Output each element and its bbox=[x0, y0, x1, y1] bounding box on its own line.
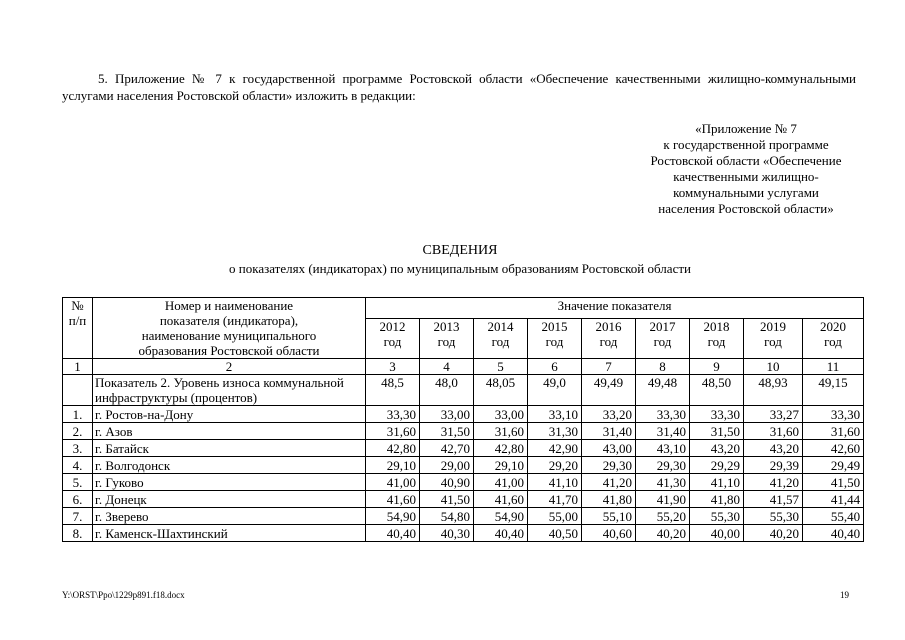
indicator-cell: 55,20 bbox=[636, 508, 690, 525]
indicator-cell: 29,10 bbox=[474, 457, 528, 474]
indicator-cell: 43,20 bbox=[690, 440, 744, 457]
indicator-cell: 41,70 bbox=[528, 491, 582, 508]
indicator-cell: 41,60 bbox=[366, 491, 420, 508]
indicator-cell: 41,20 bbox=[744, 474, 803, 491]
table-row bbox=[63, 440, 864, 457]
indicator-cell: 41,50 bbox=[420, 491, 474, 508]
indicator-cell: 55,00 bbox=[528, 508, 582, 525]
row-number: 8. bbox=[63, 525, 93, 542]
header-year: 2015 год bbox=[528, 318, 582, 358]
indicator-cell: 41,60 bbox=[474, 491, 528, 508]
indicator-cell: 43,00 bbox=[582, 440, 636, 457]
header-year: 2019 год bbox=[744, 318, 803, 358]
intro-paragraph: 5. Приложение № 7 к государственной программе Ростовской области «Обеспечение качественными жилищно-коммунальными услугами населения Ростовской области» изложить в редакции: bbox=[62, 71, 856, 103]
indicator-cell: 33,27 bbox=[744, 406, 803, 423]
indicators-table bbox=[62, 297, 864, 542]
indicator-cell: 54,80 bbox=[420, 508, 474, 525]
indicator-cell: 33,30 bbox=[803, 406, 864, 423]
indicator-cell: 41,30 bbox=[636, 474, 690, 491]
indicator-cell: 41,90 bbox=[636, 491, 690, 508]
column-number: 2 bbox=[93, 359, 366, 375]
indicator-cell: 33,00 bbox=[420, 406, 474, 423]
indicator-cell: 31,50 bbox=[420, 423, 474, 440]
indicator-value: 48,05 bbox=[474, 375, 528, 406]
indicator-value: 49,0 bbox=[528, 375, 582, 406]
indicator-value: 48,5 bbox=[366, 375, 420, 406]
municipality-name: г. Гуково bbox=[93, 474, 366, 491]
indicator-cell: 29,30 bbox=[582, 457, 636, 474]
indicator-cell: 41,80 bbox=[582, 491, 636, 508]
indicator-cell: 41,50 bbox=[803, 474, 864, 491]
indicator-row bbox=[63, 375, 864, 406]
appendix-line: коммунальными услугами bbox=[673, 185, 819, 200]
indicator-name: Показатель 2. Уровень износа коммунальной инфраструктуры (процентов) bbox=[93, 375, 366, 406]
indicator-cell: 42,90 bbox=[528, 440, 582, 457]
table-row bbox=[63, 406, 864, 423]
indicator-cell: 41,80 bbox=[690, 491, 744, 508]
indicator-value: 48,50 bbox=[690, 375, 744, 406]
municipality-name: г. Азов bbox=[93, 423, 366, 440]
municipality-name: г. Волгодонск bbox=[93, 457, 366, 474]
table-body bbox=[63, 298, 864, 542]
indicator-no bbox=[63, 375, 93, 406]
appendix-line: «Приложение № 7 bbox=[695, 121, 797, 136]
indicator-cell: 41,57 bbox=[744, 491, 803, 508]
indicator-cell: 40,40 bbox=[474, 525, 528, 542]
header-value-group: Значение показателя bbox=[366, 298, 864, 319]
row-number: 1. bbox=[63, 406, 93, 423]
indicator-value: 49,15 bbox=[803, 375, 864, 406]
indicator-cell: 31,60 bbox=[366, 423, 420, 440]
header-year: 2020 год bbox=[803, 318, 864, 358]
indicator-cell: 55,30 bbox=[744, 508, 803, 525]
indicator-cell: 31,50 bbox=[690, 423, 744, 440]
row-number: 7. bbox=[63, 508, 93, 525]
indicator-cell: 40,00 bbox=[690, 525, 744, 542]
indicator-value: 49,48 bbox=[636, 375, 690, 406]
indicator-cell: 42,70 bbox=[420, 440, 474, 457]
indicator-cell: 29,00 bbox=[420, 457, 474, 474]
indicator-cell: 40,60 bbox=[582, 525, 636, 542]
indicator-cell: 29,49 bbox=[803, 457, 864, 474]
indicator-cell: 40,30 bbox=[420, 525, 474, 542]
indicator-cell: 31,30 bbox=[528, 423, 582, 440]
indicator-cell: 33,30 bbox=[690, 406, 744, 423]
indicator-cell: 40,90 bbox=[420, 474, 474, 491]
indicator-cell: 55,10 bbox=[582, 508, 636, 525]
indicator-cell: 41,10 bbox=[528, 474, 582, 491]
indicator-cell: 31,60 bbox=[744, 423, 803, 440]
column-number: 10 bbox=[744, 359, 803, 375]
column-numbering-row bbox=[63, 359, 864, 375]
indicator-cell: 41,44 bbox=[803, 491, 864, 508]
column-number: 9 bbox=[690, 359, 744, 375]
indicator-cell: 31,60 bbox=[474, 423, 528, 440]
table-row bbox=[63, 457, 864, 474]
column-number: 6 bbox=[528, 359, 582, 375]
column-number: 8 bbox=[636, 359, 690, 375]
header-row-1 bbox=[63, 298, 864, 319]
indicator-cell: 29,20 bbox=[528, 457, 582, 474]
municipality-name: г. Зверево bbox=[93, 508, 366, 525]
indicator-cell: 55,30 bbox=[690, 508, 744, 525]
municipality-name: г. Донецк bbox=[93, 491, 366, 508]
row-number: 5. bbox=[63, 474, 93, 491]
document-title: СВЕДЕНИЯ bbox=[422, 243, 498, 258]
table-row bbox=[63, 491, 864, 508]
footer-page-number: 19 bbox=[840, 590, 849, 600]
appendix-line: населения Ростовской области» bbox=[658, 201, 834, 216]
indicator-cell: 31,40 bbox=[636, 423, 690, 440]
column-number: 3 bbox=[366, 359, 420, 375]
indicator-cell: 40,40 bbox=[803, 525, 864, 542]
indicator-value: 49,49 bbox=[582, 375, 636, 406]
indicator-cell: 29,30 bbox=[636, 457, 690, 474]
indicator-cell: 29,10 bbox=[366, 457, 420, 474]
column-number: 1 bbox=[63, 359, 93, 375]
row-number: 6. bbox=[63, 491, 93, 508]
indicator-cell: 31,40 bbox=[582, 423, 636, 440]
indicator-cell: 33,30 bbox=[636, 406, 690, 423]
column-number: 4 bbox=[420, 359, 474, 375]
indicator-cell: 33,30 bbox=[366, 406, 420, 423]
indicator-cell: 40,50 bbox=[528, 525, 582, 542]
table-row bbox=[63, 474, 864, 491]
header-year: 2012 год bbox=[366, 318, 420, 358]
indicator-cell: 42,80 bbox=[474, 440, 528, 457]
indicator-cell: 33,20 bbox=[582, 406, 636, 423]
column-number: 5 bbox=[474, 359, 528, 375]
header-no: № п/п bbox=[63, 298, 93, 359]
indicator-cell: 33,10 bbox=[528, 406, 582, 423]
municipality-name: г. Ростов-на-Дону bbox=[93, 406, 366, 423]
appendix-line: Ростовской области «Обеспечение bbox=[650, 153, 842, 168]
municipality-name: г. Батайск bbox=[93, 440, 366, 457]
header-year: 2018 год bbox=[690, 318, 744, 358]
indicator-cell: 29,39 bbox=[744, 457, 803, 474]
appendix-line: качественными жилищно- bbox=[673, 169, 819, 184]
indicator-cell: 40,20 bbox=[636, 525, 690, 542]
appendix-line: к государственной программе bbox=[663, 137, 829, 152]
document-subtitle: о показателях (индикаторах) по муниципальным образованиям Ростовской области bbox=[229, 261, 691, 276]
header-year: 2014 год bbox=[474, 318, 528, 358]
header-year: 2017 год bbox=[636, 318, 690, 358]
indicator-cell: 41,10 bbox=[690, 474, 744, 491]
indicator-cell: 41,00 bbox=[366, 474, 420, 491]
appendix-header bbox=[618, 121, 874, 217]
row-number: 2. bbox=[63, 423, 93, 440]
indicator-cell: 43,20 bbox=[744, 440, 803, 457]
row-number: 3. bbox=[63, 440, 93, 457]
indicator-cell: 40,20 bbox=[744, 525, 803, 542]
indicator-cell: 41,00 bbox=[474, 474, 528, 491]
column-number: 11 bbox=[803, 359, 864, 375]
indicator-cell: 55,40 bbox=[803, 508, 864, 525]
column-number: 7 bbox=[582, 359, 636, 375]
indicator-cell: 40,40 bbox=[366, 525, 420, 542]
indicator-cell: 41,20 bbox=[582, 474, 636, 491]
header-year: 2013 год bbox=[420, 318, 474, 358]
table-row bbox=[63, 423, 864, 440]
indicator-cell: 33,00 bbox=[474, 406, 528, 423]
indicator-cell: 31,60 bbox=[803, 423, 864, 440]
header-year: 2016 год bbox=[582, 318, 636, 358]
indicator-value: 48,93 bbox=[744, 375, 803, 406]
footer-file-path: Y:\ORST\Ppo\1229p891.f18.docx bbox=[62, 590, 185, 600]
indicator-cell: 29,29 bbox=[690, 457, 744, 474]
indicator-value: 48,0 bbox=[420, 375, 474, 406]
header-name: Номер и наименование показателя (индикатора), наименование муниципального образования Ростовской области bbox=[93, 298, 366, 359]
indicator-cell: 43,10 bbox=[636, 440, 690, 457]
municipality-name: г. Каменск-Шахтинский bbox=[93, 525, 366, 542]
row-number: 4. bbox=[63, 457, 93, 474]
table-row bbox=[63, 525, 864, 542]
indicator-cell: 54,90 bbox=[474, 508, 528, 525]
indicator-cell: 42,60 bbox=[803, 440, 864, 457]
table-row bbox=[63, 508, 864, 525]
indicator-cell: 42,80 bbox=[366, 440, 420, 457]
indicator-cell: 54,90 bbox=[366, 508, 420, 525]
